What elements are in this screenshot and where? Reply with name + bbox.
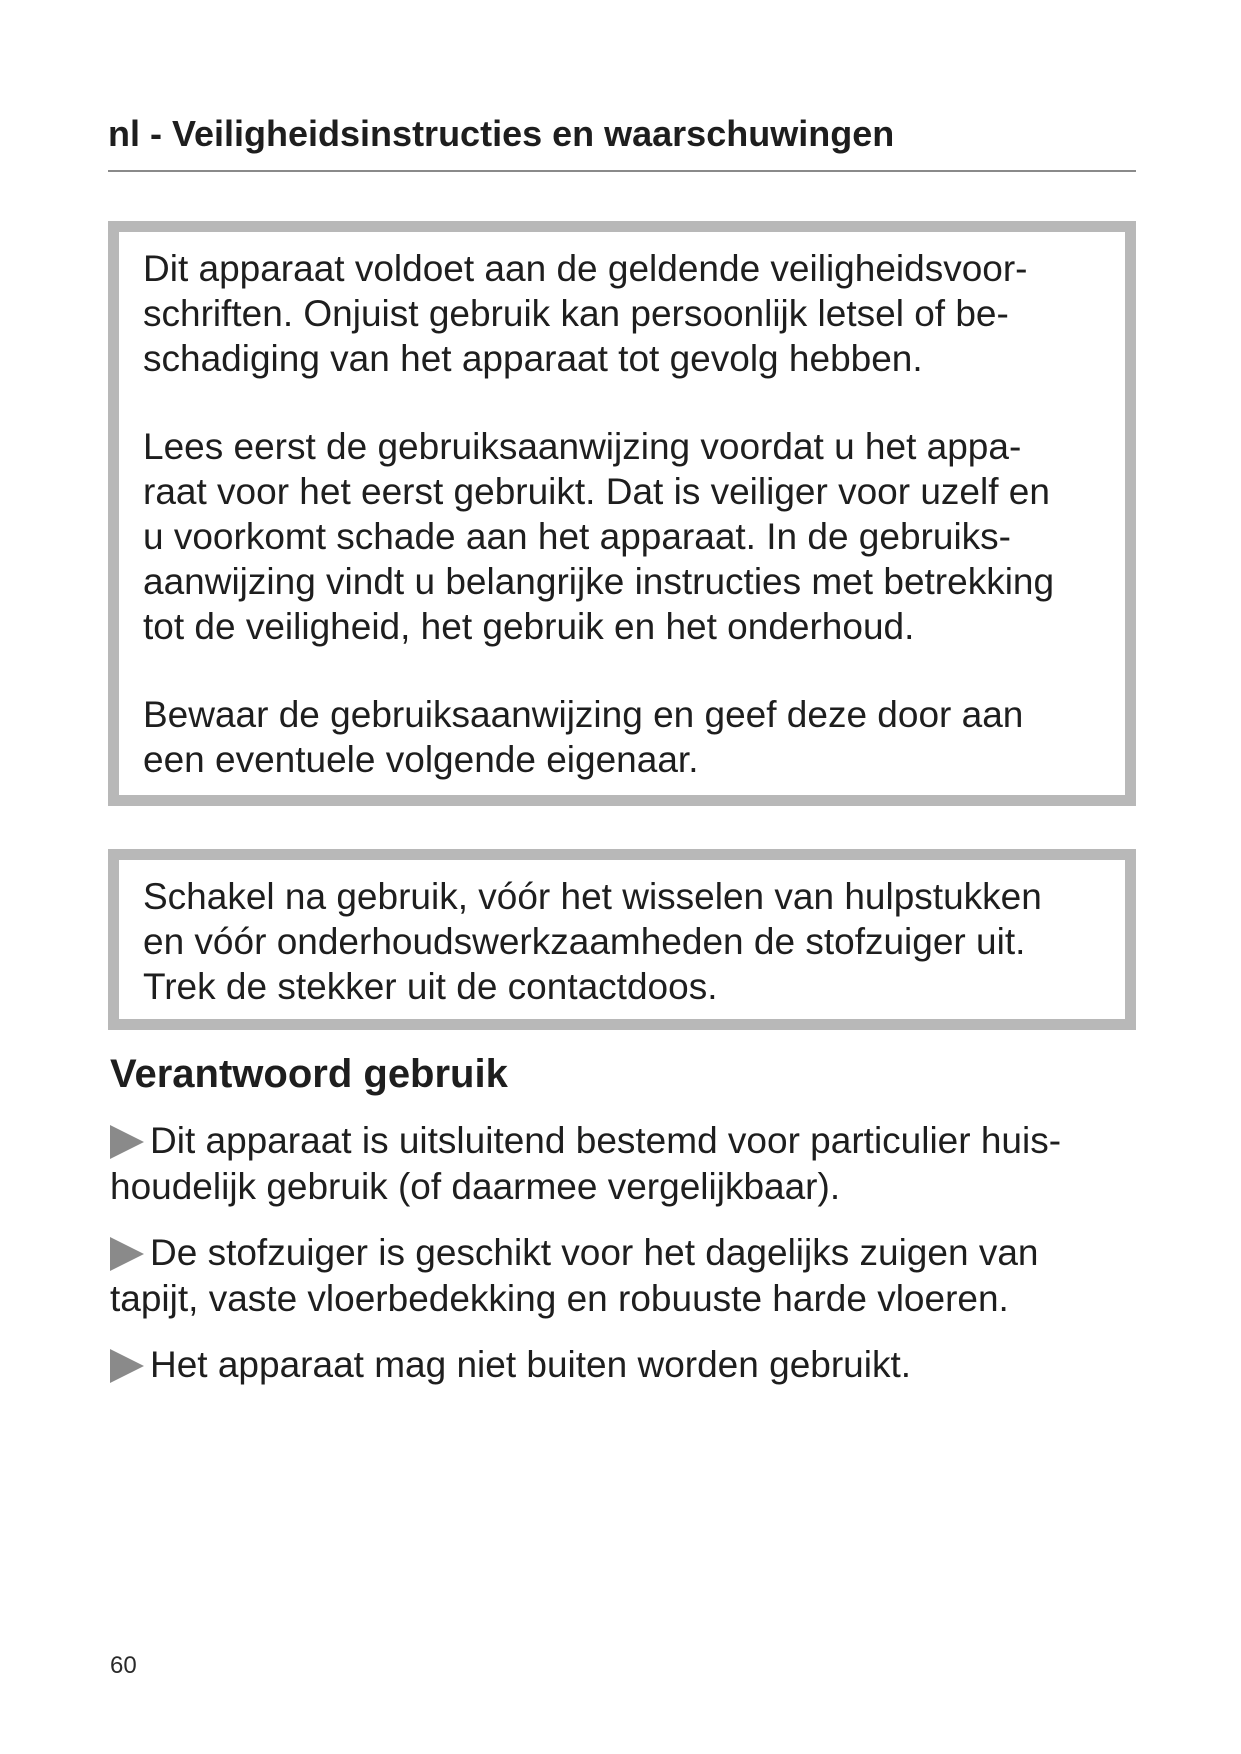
bullet-item [110, 1342, 1140, 1388]
page-number: 60 [110, 1652, 137, 1679]
page-header [108, 112, 1136, 172]
bullet-item: De stofzuiger is geschikt voor het dagelijks zuigen van tapijt, vaste vloerbedekking en robuuste harde vloeren. [110, 1232, 1039, 1319]
warning-paragraph: Schakel na gebruik, vóór het wisselen van hulpstukken en vóór onderhoudswerkzaamheden de stofzuiger uit. Trek de stekker uit de contactdoos. [143, 876, 1042, 1007]
right-triangle-icon [110, 1125, 144, 1159]
safety-notice-box [108, 221, 1136, 806]
right-triangle-icon [110, 1349, 144, 1383]
notice-paragraph: Dit apparaat voldoet aan de geldende veiligheidsvoor- schriften. Onjuist gebruik kan persoonlijk letsel of be- schadiging van het apparaat tot gevolg hebben. [143, 248, 1028, 379]
right-triangle-icon [110, 1237, 144, 1271]
unplug-warning-box [108, 849, 1136, 1030]
bullet-text: Het apparaat mag niet buiten worden gebruikt. [150, 1344, 912, 1385]
notice-paragraph: Lees eerst de gebruiksaanwijzing voordat u het appa- raat voor het eerst gebruikt. Dat is veiliger voor uzelf en u voorkomt schade aan het apparaat. In de gebruiks- aanwijzing vindt u belangrijke instructies met betrekking tot de veiligheid, het gebruik en het onderhoud. [143, 426, 1055, 647]
section-title: Verantwoord gebruik [110, 1052, 508, 1096]
bullet-item: Dit apparaat is uitsluitend bestemd voor particulier huis- houdelijk gebruik (of daarmee vergelijkbaar). [110, 1120, 1062, 1207]
usage-bullet-list [110, 1118, 1140, 1408]
page-title: nl - Veiligheidsinstructies en waarschuwingen [108, 113, 895, 154]
notice-paragraph: Bewaar de gebruiksaanwijzing en geef deze door aan een eventuele volgende eigenaar. [143, 694, 1024, 780]
